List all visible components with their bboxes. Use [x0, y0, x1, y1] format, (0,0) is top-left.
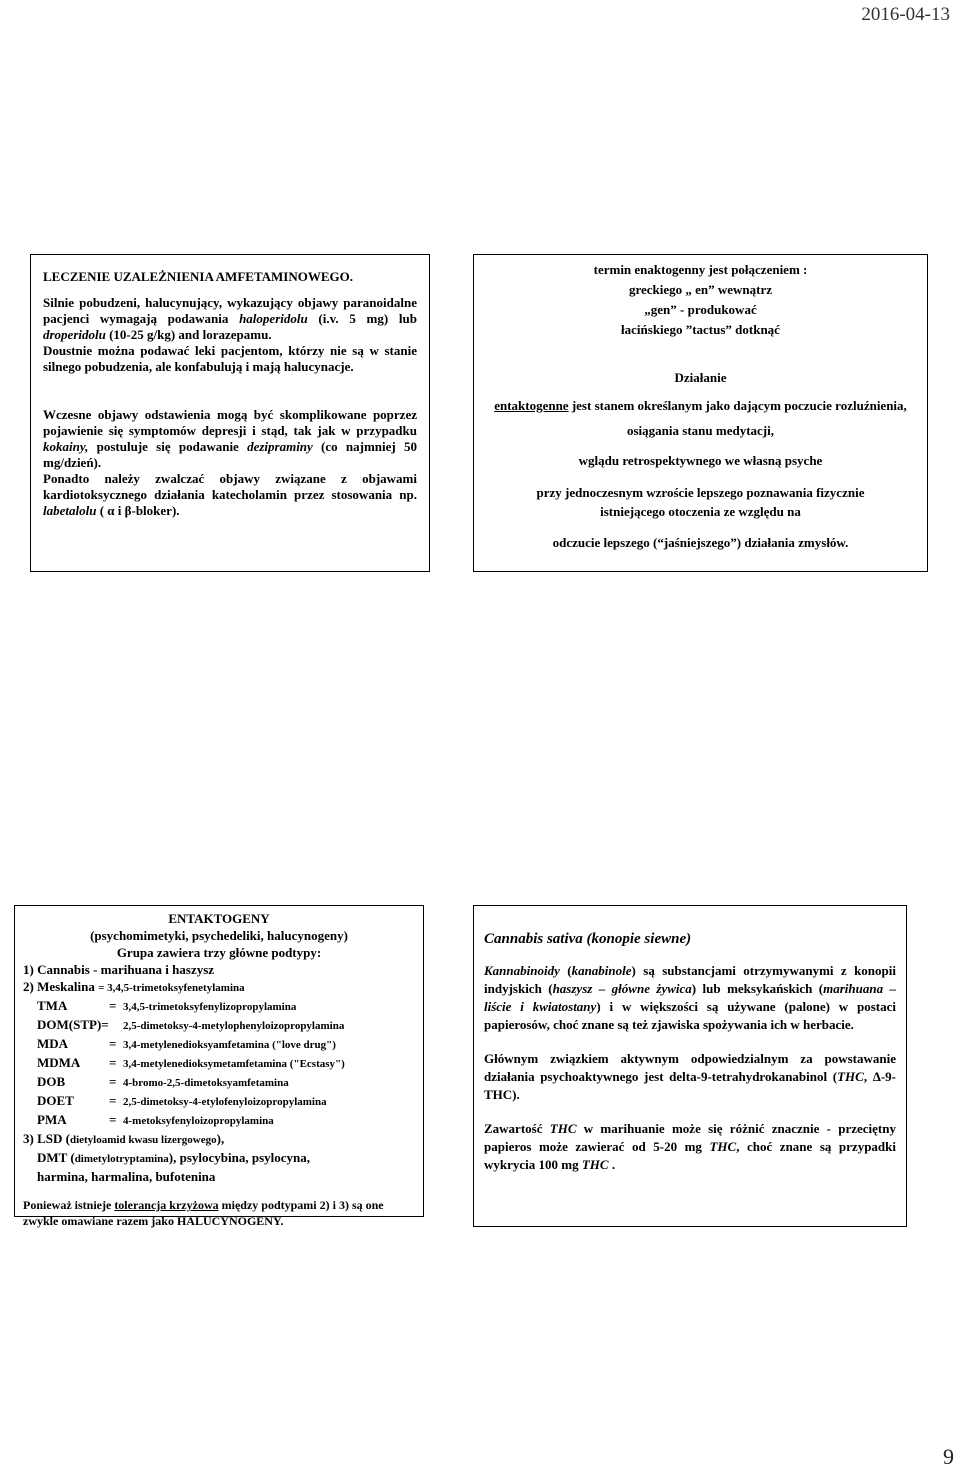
term: tolerancja krzyżowa — [114, 1198, 219, 1212]
text: ( α i β-bloker). — [96, 503, 180, 518]
note — [23, 1197, 415, 1229]
line: wglądu retrospektywnego we własną psyche — [578, 453, 823, 468]
compound-abbrev: TMA — [37, 998, 68, 1013]
paragraph — [43, 407, 417, 471]
group-heading: Grupa zawiera trzy główne podtypy: — [116, 945, 322, 960]
compound-name: 4-bromo-2,5-dimetoksyamfetamina — [123, 1077, 289, 1089]
compound-row — [23, 1092, 415, 1111]
term: THC — [549, 1121, 577, 1136]
term: haszysz – główne żywica — [552, 981, 692, 996]
text: Zawartość — [484, 1121, 550, 1136]
text: postuluje się podawanie — [88, 439, 248, 454]
header-date: 2016-04-13 — [861, 4, 950, 25]
equals-sign: = — [109, 1093, 117, 1108]
text: między podtypami 2) i 3) są one zwykle omawiane razem jako HALUCYNOGENY. — [23, 1198, 384, 1228]
compound-name: 4-metoksyfenyloizopropylamina — [123, 1115, 274, 1127]
text: , choć znane są przypadki wykrycia 100 mg — [484, 1139, 897, 1172]
drug-name: haloperidolu — [239, 311, 308, 326]
text: jest stanem określanym jako dającym poczucie rozluźnienia, — [568, 398, 907, 413]
list-item — [23, 1130, 415, 1149]
compound-name: 3,4-metylenedioksymetamfetamina ("Ecstasy") — [123, 1058, 345, 1070]
text: dietyloamid kwasu lizergowego — [69, 1134, 217, 1146]
paragraph — [484, 962, 896, 1034]
compound-row — [23, 1035, 415, 1054]
text: w marihuanie może się różnić znacznie - przeciętny papieros może zawierać od 5-20 mg — [484, 1121, 896, 1154]
term: THC — [581, 1157, 609, 1172]
text: ) i w większości są używane (palone) w postaci papierosów, choć znane są też zjawiska spożywania ich w herbacie. — [484, 999, 896, 1032]
text: ), psylocybina, psylocyna, — [168, 1150, 311, 1165]
compound-abbrev: DOM(STP)= — [37, 1017, 109, 1032]
term: marihuana – liście i kwiatostany — [484, 981, 897, 1014]
line — [484, 396, 917, 415]
line: przy jednoczesnym wzroście lepszego poznawania fizycznie istniejącego otoczenia ze względu na — [536, 485, 865, 519]
term: THC — [709, 1139, 737, 1154]
text: dimetylotryptamina — [74, 1153, 169, 1165]
compound-name: 3,4,5-trimetoksyfenylizopropylamina — [123, 1001, 297, 1013]
text: Ponieważ istnieje — [23, 1198, 115, 1212]
drug-name: droperidolu — [43, 327, 106, 342]
term: kanabinole — [571, 963, 632, 978]
equals-sign: = — [109, 1112, 117, 1127]
compound-name: 3,4-metylenedioksyamfetamina ("love drug") — [123, 1039, 336, 1051]
list-item — [23, 978, 415, 997]
text: (i.v. 5 mg) lub — [307, 311, 417, 326]
compound-abbrev: MDA — [37, 1036, 69, 1051]
page-number: 9 — [943, 1444, 954, 1469]
compound-row — [23, 1054, 415, 1073]
section-heading: Działanie — [674, 370, 727, 385]
compound-list — [23, 997, 415, 1130]
slide-subtitle: (psychomimetyki, psychedeliki, halucynogeny) — [90, 928, 348, 943]
slide-title: LECZENIE UZALEŻNIENIA AMFETAMINOWEGO. — [43, 269, 354, 284]
text: Głównym związkiem aktywnym odpowiedzialnym za powstawanie działania psychoaktywnego jest delta-9-tetrahydrokanabinol ( — [484, 1051, 896, 1084]
equals-sign: = — [109, 998, 117, 1013]
text: DMT ( — [37, 1150, 75, 1165]
text: ), — [216, 1131, 225, 1146]
slide-amphetamine-treatment — [30, 254, 430, 572]
compound-row — [23, 1016, 415, 1035]
text: . — [608, 1157, 616, 1172]
line: osiągania stanu medytacji, — [627, 423, 774, 438]
compound-abbrev: DOB — [37, 1074, 66, 1089]
text: ) są substancjami otrzymywanymi z konopii indyjskich ( — [484, 963, 896, 996]
slide-title: ENTAKTOGENY — [168, 911, 270, 926]
compound-abbrev: PMA — [37, 1112, 67, 1127]
line: „gen” - produkować — [644, 302, 757, 317]
text: ( — [559, 963, 572, 978]
text: (10-25 g/kg) and lorazepamu. — [105, 327, 272, 342]
compound-row — [23, 997, 415, 1016]
text: ) lub meksykańskich ( — [691, 981, 824, 996]
compound-abbrev: DOET — [37, 1093, 74, 1108]
drug-name: kokainy, — [43, 439, 89, 454]
slide-title: Cannabis sativa (konopie siewne) — [484, 931, 692, 947]
line: termin enaktogenny jest połączeniem : — [593, 262, 808, 277]
compound-name: 2,5-dimetoksy-4-metylophenyloizopropylamina — [123, 1020, 345, 1032]
equals-sign: = — [109, 1036, 117, 1051]
compound-name: 2,5-dimetoksy-4-etylofenyloizopropylamina — [123, 1096, 327, 1108]
item-value: = 3,4,5-trimetoksyfenetylamina — [98, 982, 245, 994]
paragraph — [484, 1120, 896, 1174]
item-label: 2) Meskalina — [23, 979, 95, 994]
text: Silnie pobudzeni, halucynujący, wykazujący objawy paranoidalne pacjenci wymagają podawania — [43, 295, 417, 326]
equals-sign: = — [109, 1074, 117, 1089]
slide-entactogen-definition — [473, 254, 928, 572]
list-item: 1) Cannabis - marihuana i haszysz — [23, 962, 215, 977]
drug-name: dezipraminy — [247, 439, 313, 454]
slide-cannabis — [473, 905, 907, 1227]
text: , Δ-9-THC). — [484, 1069, 896, 1102]
compound-abbrev: MDMA — [37, 1055, 81, 1070]
term: Kannabinoidy — [484, 963, 560, 978]
drug-name: labetalolu — [43, 503, 97, 518]
line: odczucie lepszego (“jaśniejszego”) działania zmysłów. — [552, 535, 849, 550]
compound-row — [23, 1073, 415, 1092]
line: łacińskiego ”tactus” dotknąć — [621, 322, 780, 337]
term: THC — [837, 1069, 864, 1084]
line: greckiego „ en” wewnątrz — [628, 282, 773, 297]
text: Wczesne objawy odstawienia mogą być skomplikowane poprzez pojawienie się symptomów depresji i stąd, tak jak w przypadku — [43, 407, 417, 438]
term: entaktogenne — [494, 398, 569, 413]
paragraph: Doustnie można podawać leki pacjentom, którzy nie są w stanie silnego pobudzenia, ale konfabulują i mają halucynacje. — [43, 343, 417, 374]
text: Ponadto należy zwalczać objawy związane z objawami kardiotoksycznego działania katecholamin przez stosowania np. — [43, 471, 417, 502]
text: 3) LSD ( — [23, 1131, 70, 1146]
paragraph — [43, 471, 417, 519]
list-item — [23, 1149, 415, 1168]
paragraph — [43, 295, 417, 343]
paragraph — [484, 1050, 896, 1104]
equals-sign: = — [109, 1055, 117, 1070]
list-item: harmina, harmalina, bufotenina — [37, 1169, 216, 1184]
slide-entactogens-list — [14, 905, 424, 1228]
text: (co najmniej 50 mg/dzień). — [43, 439, 417, 470]
compound-row — [23, 1111, 415, 1130]
